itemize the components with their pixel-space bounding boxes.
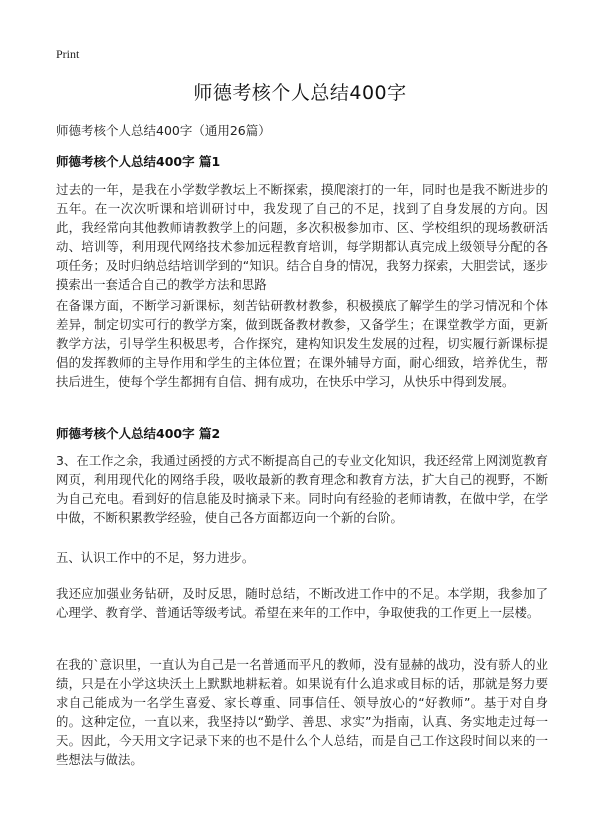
paragraph: 在我的`意识里，一直认为自己是一名普通而平凡的教师，没有显赫的战功，没有骄人的业绩，只是在小学这块沃土上默默地耕耘着。如果说有什么追求或目标的话，那就是努力要求自己能成为一名学生喜爱、家长尊重、同事信任、领导放心的“好教师”。基于对自身的。这种定位，一直以来，我坚持以“勤学、善思、求实”为指南，认真、务实地走过每一天。因此，今天用文字记录下来的也不是什么个人总结，而是自己工作这段时间以来的一些想法与做法。 — [56, 657, 548, 767]
paragraph: 五、认识工作中的不足，努力进步。 — [56, 550, 255, 565]
page-title: 师德考核个人总结400字 — [193, 82, 407, 104]
paragraph: 我还应加强业务钻研，及时反思，随时总结，不断改进工作中的不足。本学期，我参加了心理学、教育学、普通话等级考试。希望在来年的工作中，争取使我的工作更上一层楼。 — [56, 586, 548, 620]
paragraph: 在备课方面，不断学习新课标，刻苦钻研教材教参，积极摸底了解学生的学习情况和个体差异，制定切实可行的教学方案，做到既备教材教参，又备学生；在课堂教学方面，更新教学方法，引导学生积极思考，合作探究，建构知识发生发展的过程，切实履行新课标提倡的发挥教师的主导作用和学生的主体位置；在课外辅导方面，耐心细致，培养优生，帮扶后进生，使每个学生都拥有自信、拥有成功，在快乐中学习，从快乐中得到发展。 — [56, 298, 548, 389]
print-link[interactable]: Print — [56, 47, 80, 61]
section-heading-1: 师德考核个人总结400字 篇1 — [56, 154, 221, 169]
paragraph: 3、在工作之余，我通过函授的方式不断提高自己的专业文化知识，我还经常上网浏览教育网页，利用现代化的网络手段，吸收最新的教育理念和教育方法，扩大自己的视野，不断为自己充电。看到好的信息能及时摘录下来。同时向有经验的老师请教，在做中学，在学中做，不断积累教学经验，使自己各方面都迈向一个新的台阶。 — [56, 453, 548, 525]
paragraph: 过去的一年，是我在小学数学教坛上不断探索，摸爬滚打的一年，同时也是我不断进步的五年。在一次次听课和培训研讨中，我发现了自己的不足，找到了自身发展的方向。因此，我经常向其他教师请教教学上的问题，多次积极参加市、区、学校组织的现场教研活动、培训等，利用现代网络技术参加远程教育培训，每学期都认真完成上级领导分配的各项任务；及时归纳总结培训学到的“知识。结合自身的情况，我努力探索，大胆尝试，逐步摸索出一套适合自己的教学方法和思路 — [56, 182, 548, 292]
section-heading-2: 师德考核个人总结400字 篇2 — [56, 426, 221, 441]
document-subtitle: 师德考核个人总结400字（通用26篇） — [56, 123, 271, 138]
